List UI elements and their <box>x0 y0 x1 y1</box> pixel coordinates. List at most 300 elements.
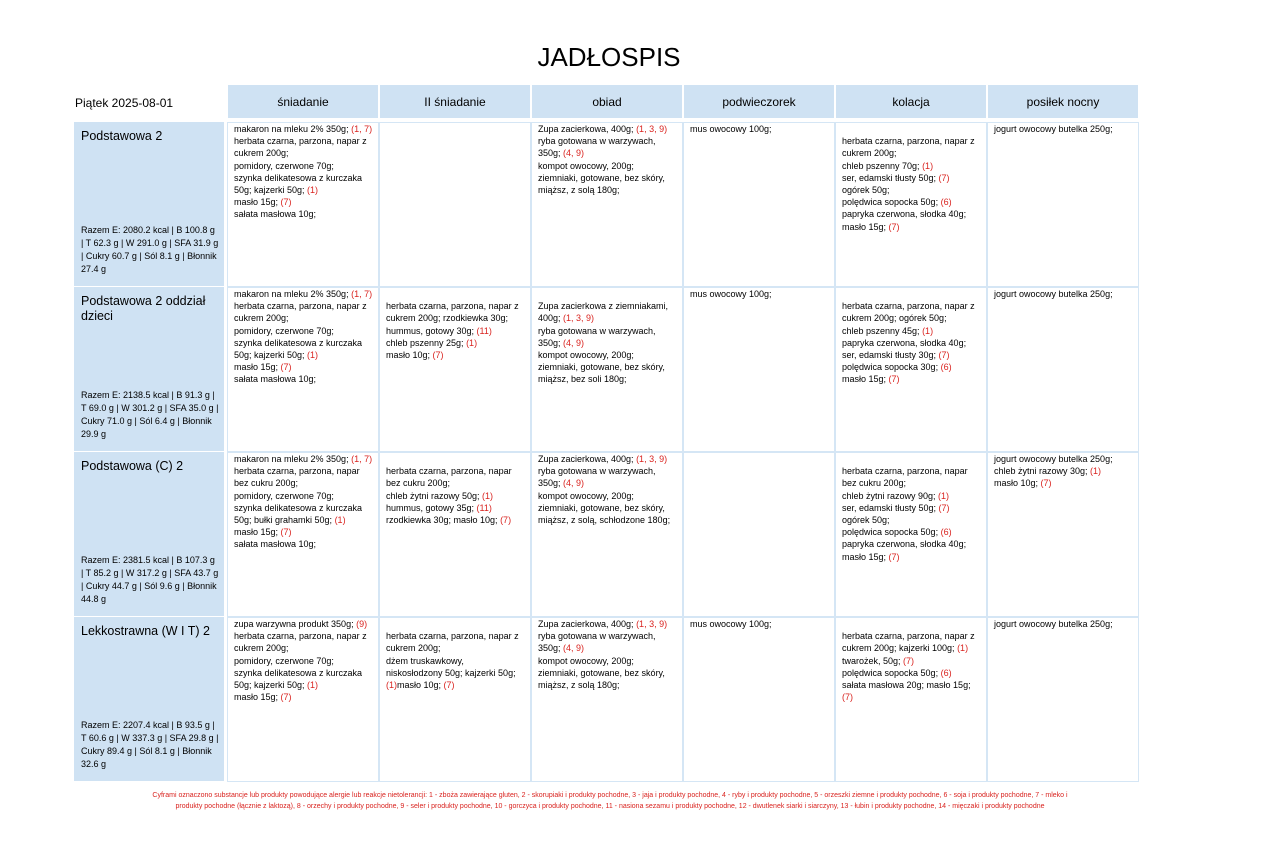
meal-line <box>538 184 679 196</box>
meal-item-text: sałata masłowa 20g; masło 15g; <box>842 680 971 691</box>
meal-item-text: bez cukru 200g; <box>386 478 451 489</box>
meal-line <box>690 288 831 300</box>
meal-item-text: polędwica sopocka 30g; <box>842 362 939 373</box>
meal-item-text: pomidory, czerwone 70g; <box>234 325 334 336</box>
allergen-codes: (1, 3, 9) <box>633 619 668 629</box>
allergen-codes: (7) <box>278 527 292 538</box>
diet-name: Podstawowa 2 <box>81 129 163 143</box>
meal-item-text: 400g; <box>538 313 561 324</box>
meal-line <box>690 123 831 135</box>
meal-cell <box>835 617 987 782</box>
allergen-codes: (1, 7) <box>348 289 373 299</box>
meal-item-text: polędwica sopocka 50g; <box>842 667 939 678</box>
meal-line <box>842 618 983 630</box>
meal-item-text: chleb pszenny 45g; <box>842 325 920 336</box>
meal-line <box>994 477 1135 489</box>
meal-line <box>386 300 527 312</box>
allergen-codes: (7) <box>278 362 292 373</box>
meal-item-text: makaron na mleku 2% 350g; <box>234 124 349 134</box>
meal-line <box>538 618 679 630</box>
meal-cell <box>379 287 531 452</box>
meal-item-text: herbata czarna, parzona, napar z <box>234 136 367 147</box>
meal-line <box>842 373 983 385</box>
meal-line <box>842 453 983 465</box>
meal-item-text: ryba gotowana w warzywach, <box>538 631 656 642</box>
meal-line <box>842 667 983 679</box>
allergen-codes: (7) <box>900 655 915 666</box>
diet-nutrition-summary: Razem E: 2138.5 kcal | B 91.3 g | T 69.0 g | W 301.2 g | SFA 35.0 g | Cukry 71.0 g | Sól 6.4 g | Błonnik 29.9 g <box>81 390 219 439</box>
meal-line <box>538 502 679 514</box>
meal-item-text: Zupa zacierkowa z ziemniakami, <box>538 301 669 312</box>
meal-item-text: cukrem 200g; <box>386 643 441 654</box>
meal-cell <box>987 287 1139 452</box>
column-header: śniadanie <box>228 85 378 118</box>
meal-item-text: 50g; kajzerki 50g; <box>234 185 305 196</box>
meal-item-text: papryka czerwona, słodka 40g; <box>842 337 967 348</box>
meal-line <box>234 538 375 550</box>
meal-item-text: herbata czarna, parzona, napar z <box>234 301 367 312</box>
meal-item-text: mus owocowy 100g; <box>690 619 772 629</box>
meal-line <box>994 453 1135 465</box>
diet-label <box>74 617 224 781</box>
meal-line <box>842 147 983 159</box>
meal-line <box>538 642 679 654</box>
meal-line <box>538 337 679 349</box>
meal-line <box>234 361 375 373</box>
meal-line <box>538 147 679 159</box>
meal-item-text: 50g; bułki grahamki 50g; <box>234 515 333 526</box>
meal-item-text: szynka delikatesowa z kurczaka <box>234 502 363 513</box>
meal-line <box>538 135 679 147</box>
meal-item-text: ogórek 50g; <box>842 185 890 196</box>
meal-cell <box>683 122 835 287</box>
meal-item-text: polędwica sopocka 50g; <box>842 197 939 208</box>
diet-nutrition-summary: Razem E: 2207.4 kcal | B 93.5 g | T 60.6 g | W 337.3 g | SFA 29.8 g | Cukry 89.4 g | Sól 8.1 g | Błonnik 32.6 g <box>81 720 219 769</box>
meal-line <box>538 288 679 300</box>
meal-cell <box>987 452 1139 617</box>
meal-item-text: herbata czarna, parzona, napar z <box>842 301 975 312</box>
meal-line <box>386 477 527 489</box>
allergen-codes: (7) <box>842 692 853 703</box>
meal-line <box>538 465 679 477</box>
meal-item-text: szynka delikatesowa z kurczaka <box>234 337 363 348</box>
meal-item-text: herbata czarna, parzona, napar z <box>842 136 975 147</box>
meal-line <box>234 477 375 489</box>
allergen-codes: (7) <box>886 221 900 232</box>
allergen-codes: (7) <box>936 172 950 183</box>
meal-line <box>234 160 375 172</box>
meal-cell <box>531 452 683 617</box>
meal-line <box>842 526 983 538</box>
allergen-codes: (4, 9) <box>560 478 585 489</box>
meal-item-text: hummus, gotowy 30g; <box>386 325 475 336</box>
meal-line <box>842 123 983 135</box>
meal-item-text: pomidory, czerwone 70g; <box>234 160 334 171</box>
meal-line <box>538 172 679 184</box>
meal-line <box>386 325 527 337</box>
meal-item-text: 350g; <box>538 478 561 489</box>
meal-item-text: 350g; <box>538 148 561 159</box>
meal-line <box>234 667 375 679</box>
meal-item-text: ziemniaki, gotowane, bez skóry, <box>538 502 665 513</box>
meal-item-text: herbata czarna, parzona, napar <box>234 466 360 477</box>
allergen-codes: (7) <box>886 551 900 562</box>
meal-cell <box>683 452 835 617</box>
allergen-codes: (4, 9) <box>560 337 585 348</box>
meal-item-text: mus owocowy 100g; <box>690 289 772 299</box>
meal-line <box>234 465 375 477</box>
meal-item-text: miąższ, z solą 180g; <box>538 185 620 196</box>
meal-item-text: masło 10g; <box>386 350 431 361</box>
allergen-legend <box>80 790 1140 812</box>
meal-item-text: makaron na mleku 2% 350g; <box>234 454 349 464</box>
meal-item-text: ser, edamski tłusty 50g; <box>842 502 937 513</box>
allergen-codes: (1) <box>304 680 319 691</box>
allergen-codes: (1, 3, 9) <box>560 313 595 324</box>
diet-label <box>74 122 224 286</box>
meal-cell <box>987 122 1139 287</box>
meal-item-text: masło 15g; <box>842 221 887 232</box>
column-header: obiad <box>532 85 682 118</box>
meal-line <box>386 288 527 300</box>
meal-cell <box>227 122 379 287</box>
meal-line <box>386 655 527 667</box>
meal-line <box>842 551 983 563</box>
meal-cell <box>835 122 987 287</box>
meal-line <box>842 300 983 312</box>
meal-line <box>994 618 1135 630</box>
meal-line <box>386 514 527 526</box>
meal-cell <box>835 452 987 617</box>
meal-item-text: ryba gotowana w warzywach, <box>538 325 656 336</box>
allergen-codes: (11) <box>474 502 492 513</box>
meal-item-text: cukrem 200g; <box>842 148 897 159</box>
meal-line <box>234 502 375 514</box>
meal-line <box>234 208 375 220</box>
column-header: kolacja <box>836 85 986 118</box>
allergen-codes: (1) <box>919 160 934 171</box>
meal-item-text: pomidory, czerwone 70g; <box>234 655 334 666</box>
meal-item-text: szynka delikatesowa z kurczaka <box>234 172 363 183</box>
meal-item-text: masło 15g; <box>234 527 279 538</box>
meal-line <box>842 538 983 550</box>
meal-line <box>994 123 1135 135</box>
meal-line <box>234 325 375 337</box>
diet-name: Podstawowa (C) 2 <box>81 459 184 473</box>
meal-line <box>234 123 375 135</box>
meal-item-text: ziemniaki, gotowane, bez skóry, <box>538 362 665 373</box>
diet-nutrition-summary: Razem E: 2080.2 kcal | B 100.8 g | T 62.3 g | W 291.0 g | SFA 31.9 g | Cukry 60.7 g | Sól 8.1 g | Błonnik 27.4 g <box>81 225 219 274</box>
meal-item-text: kompot owocowy, 200g; <box>538 350 634 361</box>
meal-line <box>538 123 679 135</box>
meal-item-text: herbata czarna, parzona, napar <box>842 466 968 477</box>
allergen-codes: (1, 3, 9) <box>633 124 668 134</box>
meal-item-text: papryka czerwona, słodka 40g; <box>842 539 967 550</box>
allergen-codes: (6) <box>938 667 952 678</box>
allergen-codes: (7) <box>1038 478 1052 489</box>
meal-cell <box>683 617 835 782</box>
allergen-codes: (7) <box>430 350 444 361</box>
meal-item-text: masło 15g; <box>842 374 887 385</box>
meal-item-text: zupa warzywna produkt 350g; <box>234 619 354 629</box>
allergen-codes: (7) <box>497 515 512 526</box>
meal-item-text: Zupa zacierkowa, 400g; <box>538 619 634 629</box>
meal-item-text: masło 15g; <box>842 551 887 562</box>
meal-item-text: hummus, gotowy 35g; <box>386 502 475 513</box>
meal-item-text: ser, edamski tłusty 30g; <box>842 350 937 361</box>
allergen-codes: (7) <box>886 374 900 385</box>
meal-line <box>842 642 983 654</box>
meal-line <box>386 642 527 654</box>
column-header: podwieczorek <box>684 85 834 118</box>
meal-item-text: masło 10g; <box>994 478 1039 489</box>
meal-line <box>234 373 375 385</box>
meal-item-text: ryba gotowana w warzywach, <box>538 466 656 477</box>
meal-cell <box>531 122 683 287</box>
allergen-codes: (7) <box>936 502 950 513</box>
meal-cell <box>379 617 531 782</box>
meal-line <box>842 349 983 361</box>
meal-line <box>386 502 527 514</box>
allergen-codes: (1, 3, 9) <box>633 454 668 464</box>
allergen-codes: (7) <box>441 680 455 691</box>
allergen-codes: (1) <box>463 337 478 348</box>
allergen-codes: (1) <box>386 680 397 691</box>
meal-item-text: dżem truskawkowy, <box>386 655 464 666</box>
meal-item-text: miąższ, bez soli 180g; <box>538 374 627 385</box>
allergen-codes: (1) <box>332 515 346 526</box>
allergen-codes: (9) <box>353 619 368 629</box>
column-header: II śniadanie <box>380 85 530 118</box>
meal-item-text: pomidory, czerwone 70g; <box>234 490 334 501</box>
meal-item-text: herbata czarna, parzona, napar z <box>842 631 975 642</box>
meal-line <box>994 465 1135 477</box>
meal-cell <box>987 617 1139 782</box>
meal-item-text: ogórek 50g; <box>842 515 890 526</box>
meal-line <box>234 514 375 526</box>
meal-cell <box>531 287 683 452</box>
meal-item-text: bez cukru 200g; <box>234 478 299 489</box>
diet-nutrition-summary: Razem E: 2381.5 kcal | B 107.3 g | T 85.2 g | W 317.2 g | SFA 43.7 g | Cukry 44.7 g | Sól 9.6 g | Błonnik 44.8 g <box>81 555 219 604</box>
meal-line <box>842 325 983 337</box>
meal-line <box>842 655 983 667</box>
meal-line <box>842 184 983 196</box>
meal-item-text: jogurt owocowy butelka 250g; <box>994 454 1113 464</box>
meal-line <box>538 349 679 361</box>
meal-line <box>234 453 375 465</box>
meal-line <box>842 477 983 489</box>
meal-line <box>234 349 375 361</box>
meal-item-text: cukrem 200g; <box>234 313 289 324</box>
meal-item-text: herbata czarna, parzona, napar <box>386 466 512 477</box>
meal-item-text: bez cukru 200g; <box>842 478 907 489</box>
meal-line <box>234 691 375 703</box>
meal-line <box>386 618 527 630</box>
allergen-codes: (6) <box>938 197 952 208</box>
meal-line <box>842 160 983 172</box>
meal-line <box>538 490 679 502</box>
meal-line <box>234 184 375 196</box>
meal-line <box>538 453 679 465</box>
meal-item-text: cukrem 200g; rzodkiewka 30g; <box>386 313 509 324</box>
meal-line <box>234 135 375 147</box>
meal-item-text: cukrem 200g; <box>234 148 289 159</box>
meal-item-text: rzodkiewka 30g; masło 10g; <box>386 515 498 526</box>
meal-item-text: twarożek, 50g; <box>842 655 901 666</box>
meal-item-text: 350g; <box>538 643 561 654</box>
diet-name: Lekkostrawna (W I T) 2 <box>81 624 210 638</box>
meal-item-text: chleb żytni razowy 30g; <box>994 466 1088 477</box>
meal-line <box>234 288 375 300</box>
meal-item-text: kompot owocowy, 200g; <box>538 490 634 501</box>
meal-line <box>842 490 983 502</box>
allergen-codes: (4, 9) <box>560 148 585 159</box>
meal-item-text: 50g; kajzerki 50g; <box>234 350 305 361</box>
meal-line <box>386 679 527 691</box>
meal-line <box>386 453 527 465</box>
meal-line <box>842 630 983 642</box>
allergen-codes: (1) <box>1087 466 1102 477</box>
meal-item-text: papryka czerwona, słodka 40g; <box>842 209 967 220</box>
meal-line <box>842 502 983 514</box>
diet-label <box>74 287 224 451</box>
meal-cell <box>227 452 379 617</box>
meal-line <box>538 325 679 337</box>
meal-item-text: chleb pszenny 70g; <box>842 160 920 171</box>
meal-line <box>234 147 375 159</box>
meal-line <box>842 288 983 300</box>
meal-item-text: ziemniaki, gotowane, bez skóry, <box>538 667 665 678</box>
diet-label <box>74 452 224 616</box>
meal-line <box>234 337 375 349</box>
allergen-codes: (6) <box>938 527 952 538</box>
meal-item-text: szynka delikatesowa z kurczaka <box>234 667 363 678</box>
meal-line <box>234 618 375 630</box>
meal-item-text: ser, edamski tłusty 50g; <box>842 172 937 183</box>
meal-item-text: miąższ, z solą 180g; <box>538 680 620 691</box>
allergen-codes: (1) <box>954 643 969 654</box>
meal-item-text: miąższ, z solą, schłodzone 180g; <box>538 515 671 526</box>
meal-line <box>538 667 679 679</box>
meal-item-text: chleb pszenny 25g; <box>386 337 464 348</box>
meal-line <box>842 135 983 147</box>
meal-cell <box>379 122 531 287</box>
allergen-codes: (7) <box>936 350 950 361</box>
meal-item-text: ryba gotowana w warzywach, <box>538 136 656 147</box>
meal-line <box>842 221 983 233</box>
allergen-codes: (1, 7) <box>348 454 373 464</box>
meal-item-text: masło 15g; <box>234 197 279 208</box>
meal-line <box>842 172 983 184</box>
meal-item-text: jogurt owocowy butelka 250g; <box>994 124 1113 134</box>
meal-line <box>538 312 679 324</box>
meal-line <box>386 349 527 361</box>
meal-line <box>842 337 983 349</box>
meal-line <box>842 465 983 477</box>
allergen-codes: (7) <box>278 692 292 703</box>
meal-line <box>234 196 375 208</box>
meal-line <box>538 373 679 385</box>
meal-line <box>538 655 679 667</box>
meal-item-text: makaron na mleku 2% 350g; <box>234 289 349 299</box>
meal-item-text: cukrem 200g; <box>234 643 289 654</box>
meal-item-text: 350g; <box>538 337 561 348</box>
meal-line <box>538 160 679 172</box>
meal-item-text: Zupa zacierkowa, 400g; <box>538 454 634 464</box>
allergen-codes: (1) <box>919 325 934 336</box>
menu-date: Piątek 2025-08-01 <box>75 96 174 110</box>
meal-item-text: kompot owocowy, 200g; <box>538 160 634 171</box>
meal-line <box>386 490 527 502</box>
legend-line: produkty pochodne (łącznie z laktozą), 8 - orzechy i produkty pochodne, 9 - seler i produkty pochodne, 10 - gorczyca i produkty pochodne, 11 - nasiona sezamu i produkty pochodne, 12 - dwutlenek siarki i siarczyny, 13 - łubin i produkty pochodne, 14 - mięczaki i produkty pochodne <box>175 803 1045 810</box>
meal-line <box>842 691 983 703</box>
meal-line <box>386 465 527 477</box>
meal-item-text: kompot owocowy, 200g; <box>538 655 634 666</box>
meal-line <box>234 172 375 184</box>
meal-cell <box>683 287 835 452</box>
meal-cell <box>227 617 379 782</box>
allergen-codes: (4, 9) <box>560 643 585 654</box>
column-header: posiłek nocny <box>988 85 1138 118</box>
meal-line <box>842 208 983 220</box>
meal-line <box>234 526 375 538</box>
allergen-codes: (1) <box>304 185 319 196</box>
meal-item-text: herbata czarna, parzona, napar z <box>234 631 367 642</box>
meal-line <box>234 655 375 667</box>
meal-item-text: cukrem 200g; kajzerki 100g; <box>842 643 955 654</box>
meal-line <box>538 300 679 312</box>
meal-line <box>842 312 983 324</box>
meal-line <box>538 630 679 642</box>
meal-item-text: 50g; kajzerki 50g; <box>234 680 305 691</box>
meal-line <box>538 361 679 373</box>
meal-item-text: masło 15g; <box>234 692 279 703</box>
allergen-codes: (1) <box>304 350 319 361</box>
meal-item-text: sałata masłowa 10g; <box>234 209 317 220</box>
meal-cell <box>835 287 987 452</box>
meal-line <box>234 642 375 654</box>
meal-line <box>538 514 679 526</box>
allergen-codes: (11) <box>474 325 492 336</box>
meal-line <box>234 630 375 642</box>
meal-item-text: masło 10g; <box>397 680 442 691</box>
meal-item-text: mus owocowy 100g; <box>690 124 772 134</box>
meal-item-text: jogurt owocowy butelka 250g; <box>994 619 1113 629</box>
meal-cell <box>531 617 683 782</box>
allergen-codes: (1) <box>935 490 950 501</box>
meal-line <box>690 618 831 630</box>
meal-line <box>234 679 375 691</box>
meal-line <box>386 667 527 679</box>
meal-line <box>842 679 983 691</box>
meal-item-text: herbata czarna, parzona, napar z <box>386 301 519 312</box>
meal-item-text: herbata czarna, parzona, napar z <box>386 631 519 642</box>
legend-line: Cyframi oznaczono substancje lub produkty powodujące alergie lub reakcje nietolerancji: 1 - zboża zawierające gluten, 2 - skorupiaki i produkty pochodne, 3 - jaja i produkty pochodne, 4 - ryby i produkty pochodne, 5 - orzeszki ziemne i produkty pochodne, 6 - soja i produkty pochodne, 7 - mleko i <box>152 792 1068 799</box>
meal-line <box>538 477 679 489</box>
meal-item-text: Zupa zacierkowa, 400g; <box>538 124 634 134</box>
meal-item-text: chleb żytni razowy 50g; <box>386 490 480 501</box>
meal-item-text: ziemniaki, gotowane, bez skóry, <box>538 172 665 183</box>
meal-cell <box>379 452 531 617</box>
allergen-codes: (6) <box>938 362 952 373</box>
meal-line <box>386 312 527 324</box>
allergen-codes: (7) <box>278 197 292 208</box>
meal-line <box>994 288 1135 300</box>
meal-line <box>386 630 527 642</box>
meal-line <box>386 337 527 349</box>
page-title: JADŁOSPIS <box>537 42 681 72</box>
meal-item-text: sałata masłowa 10g; <box>234 539 317 550</box>
